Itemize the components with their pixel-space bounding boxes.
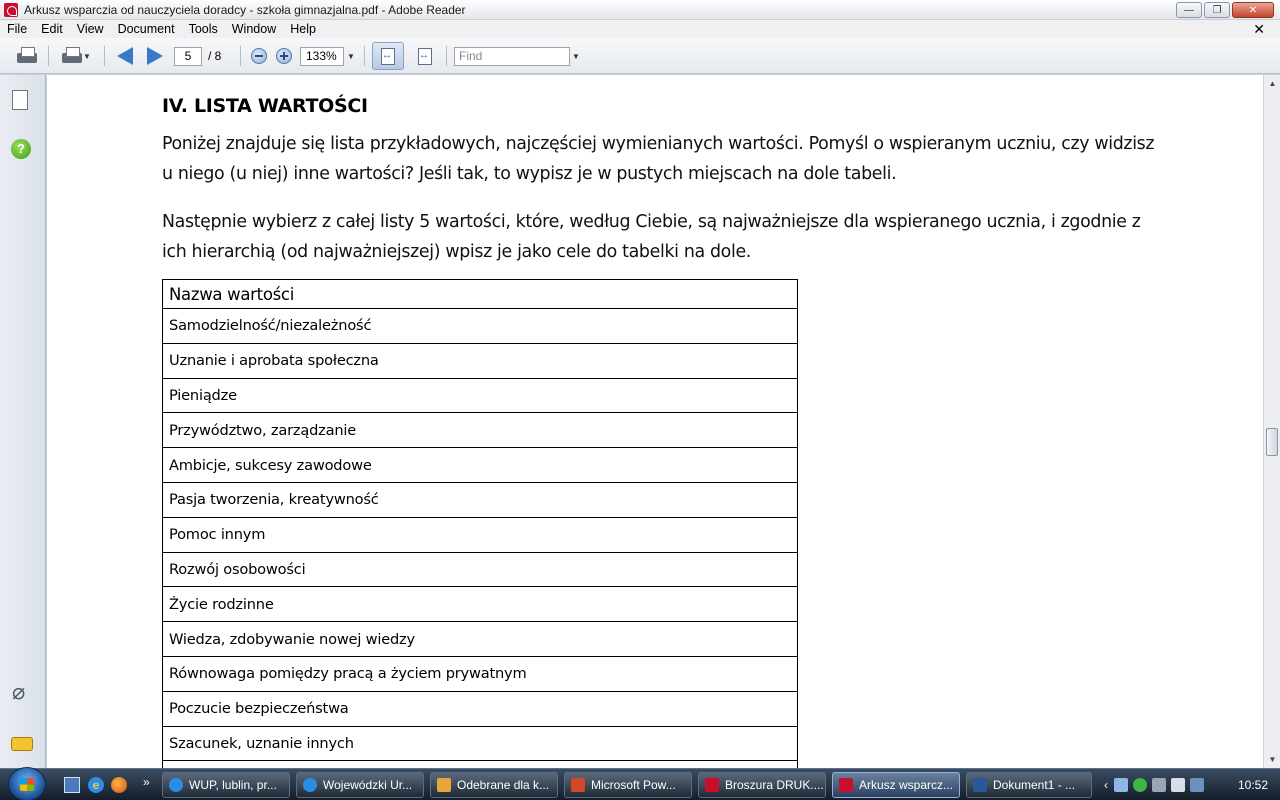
chevron-down-icon: ▼ (347, 51, 355, 61)
fit-page-button[interactable] (412, 44, 438, 68)
window-title: Arkusz wsparczia od nauczyciela doradcy - szkoła gimnazjalna.pdf - Adobe Reader (24, 2, 466, 17)
toolbar-separator (240, 46, 241, 66)
taskbar-item-label: WUP, lublin, pr... (189, 778, 277, 792)
taskbar-item-label: Wojewódzki Ur... (323, 778, 413, 792)
page-number-input[interactable]: 5 (174, 47, 202, 66)
table-cell: Samodzielność/niezależność (163, 309, 798, 344)
title-bar (0, 0, 1280, 20)
print-button[interactable] (14, 44, 40, 68)
window-controls (1176, 2, 1274, 18)
zoom-out-button[interactable] (248, 44, 270, 68)
zoom-out-icon (251, 48, 267, 64)
document-view[interactable] (47, 75, 1263, 768)
taskbar-item-label: Broszura DRUK.... (725, 778, 824, 792)
instruction-paragraph-2: Następnie wybierz z całej listy 5 wartości, które, według Ciebie, są najważniejsze dla wspieranego ucznia, i zgodnie z ich hierarchią (od najważniejszej) wpisz je jako cele do tabelki na dole. (162, 212, 1141, 262)
toolbar-separator (48, 46, 49, 66)
taskbar-item-label: Odebrane dla k... (457, 778, 550, 792)
comments-icon[interactable] (11, 737, 33, 751)
section-heading: IV. LISTA WARTOŚCI (162, 95, 368, 117)
table-row (163, 482, 798, 517)
taskbar-item[interactable] (296, 772, 424, 798)
volume-icon[interactable] (1190, 778, 1204, 792)
table-cell: Przywództwo, zarządzanie (163, 413, 798, 448)
attachments-icon[interactable]: ⌀ (12, 679, 26, 704)
outlook-icon (437, 778, 451, 792)
language-icon[interactable] (1152, 778, 1166, 792)
battery-icon[interactable] (1171, 778, 1185, 792)
taskbar-item[interactable] (430, 772, 558, 798)
zoom-level-input[interactable]: 133% (300, 47, 344, 66)
taskbar-item[interactable] (698, 772, 826, 798)
chevron-down-icon: ▼ (572, 51, 580, 61)
taskbar-item-active[interactable] (832, 772, 960, 798)
page-total: / 8 (208, 49, 222, 63)
menu-window[interactable]: Window (231, 22, 277, 36)
toolbar-separator (104, 46, 105, 66)
table-cell: Pieniądze (163, 378, 798, 413)
menu-file[interactable]: File (7, 22, 28, 36)
table-header-row (163, 280, 798, 309)
table-row (163, 726, 798, 761)
tray-expand-icon[interactable]: ‹ (1104, 778, 1108, 792)
taskbar-item-label: Dokument1 - ... (993, 778, 1076, 792)
vertical-scrollbar[interactable] (1263, 75, 1280, 768)
adobe-reader-icon (4, 3, 18, 17)
table-cell: Rozwój osobowości (163, 552, 798, 587)
email-button[interactable] (58, 44, 94, 68)
maximize-button[interactable]: ❐ (1204, 2, 1230, 18)
table-row (163, 691, 798, 726)
network-icon[interactable] (1114, 778, 1128, 792)
close-button[interactable]: ✕ (1232, 2, 1274, 18)
table-row (163, 309, 798, 344)
taskbar-item-label: Arkusz wsparcz... (859, 778, 954, 792)
pdf-icon (839, 778, 853, 792)
table-cell (163, 761, 798, 768)
menu-tools[interactable]: Tools (188, 22, 218, 36)
table-row (163, 517, 798, 552)
menu-help[interactable]: Help (290, 22, 316, 36)
quicklaunch-more-icon[interactable]: » (143, 775, 150, 789)
taskbar-item-label: Microsoft Pow... (591, 778, 676, 792)
minimize-button[interactable]: — (1176, 2, 1202, 18)
close-document-icon[interactable]: ✕ (1253, 21, 1265, 37)
clock[interactable]: 10:52 (1237, 778, 1268, 792)
scroll-up-icon[interactable]: ▲ (1268, 79, 1277, 88)
firefox-icon[interactable] (111, 777, 127, 793)
toolbar-separator (364, 46, 365, 66)
fit-width-button[interactable] (372, 42, 404, 70)
table-row (163, 656, 798, 691)
pdf-icon (705, 778, 719, 792)
table-cell: Ambicje, sukcesy zawodowe (163, 448, 798, 483)
table-row (163, 622, 798, 657)
navigation-pane (0, 75, 46, 768)
table-cell: Uznanie i aprobata społeczna (163, 343, 798, 378)
table-cell: Wiedza, zdobywanie nowej wiedzy (163, 622, 798, 657)
find-dropdown-button[interactable] (570, 44, 582, 68)
table-row (163, 761, 798, 768)
pages-panel-icon[interactable] (12, 90, 28, 110)
table-row (163, 552, 798, 587)
menu-bar (0, 20, 1280, 38)
powerpoint-icon (571, 778, 585, 792)
toolbar (0, 38, 1280, 74)
scroll-down-icon[interactable]: ▼ (1268, 755, 1277, 764)
chevron-down-icon: ▼ (83, 51, 91, 61)
next-page-button[interactable] (142, 44, 168, 68)
security-icon[interactable] (1133, 778, 1147, 792)
taskbar-item[interactable] (162, 772, 290, 798)
table-header: Nazwa wartości (163, 280, 798, 309)
word-icon (973, 778, 987, 792)
table-cell: Poczucie bezpieczeństwa (163, 691, 798, 726)
menu-view[interactable]: View (76, 22, 104, 36)
arrow-right-icon (147, 47, 163, 65)
fit-width-icon (381, 48, 395, 65)
show-desktop-icon[interactable] (64, 777, 80, 793)
table-cell: Pomoc innym (163, 517, 798, 552)
table-row (163, 378, 798, 413)
table-cell: Życie rodzinne (163, 587, 798, 622)
taskbar (0, 768, 1280, 800)
zoom-in-button[interactable] (273, 44, 295, 68)
printer-icon (16, 47, 38, 65)
menu-document[interactable]: Document (117, 22, 175, 36)
table-row (163, 413, 798, 448)
help-icon[interactable]: ? (11, 139, 31, 159)
menu-edit[interactable]: Edit (41, 22, 63, 36)
internet-explorer-icon[interactable]: e (88, 777, 104, 793)
scrollbar-thumb[interactable] (1266, 428, 1278, 456)
table-cell: Pasja tworzenia, kreatywność (163, 482, 798, 517)
table-cell: Równowaga pomiędzy pracą a życiem prywatnym (163, 656, 798, 691)
fit-page-icon (418, 48, 432, 65)
table-row (163, 343, 798, 378)
zoom-in-icon (276, 48, 292, 64)
email-icon (61, 47, 83, 65)
toolbar-separator (446, 46, 447, 66)
instruction-paragraph-1: Poniżej znajduje się lista przykładowych, najczęściej wymienianych wartości. Pomyśl o wspieranym uczniu, czy widzisz u niego (u niej) inne wartości? Jeśli tak, to wypisz je w pustych miejscach na dole tabeli. (162, 134, 1155, 184)
previous-page-button[interactable] (112, 44, 138, 68)
table-row (163, 587, 798, 622)
ie-icon (303, 778, 317, 792)
ie-icon (169, 778, 183, 792)
arrow-left-icon (117, 47, 133, 65)
find-input[interactable]: Find (454, 47, 570, 66)
taskbar-item[interactable] (564, 772, 692, 798)
start-button[interactable] (8, 767, 46, 800)
zoom-dropdown-button[interactable] (344, 44, 358, 68)
values-table (162, 279, 798, 768)
table-row (163, 448, 798, 483)
table-cell: Szacunek, uznanie innych (163, 726, 798, 761)
taskbar-item[interactable] (966, 772, 1092, 798)
